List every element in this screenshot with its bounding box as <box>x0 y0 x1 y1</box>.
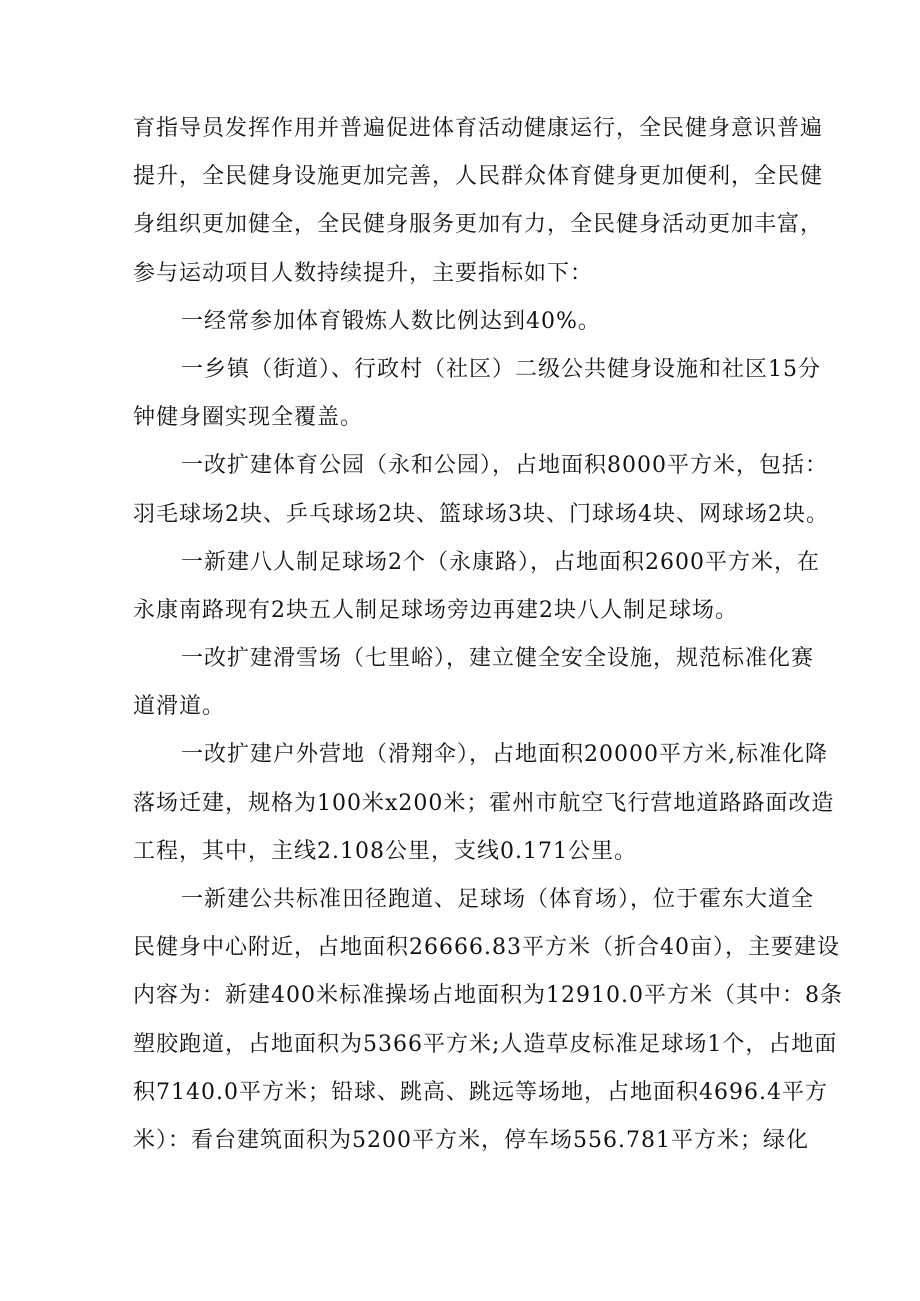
text-line: 积7140.0平方米；铅球、跳高、跳远等场地，占地面积4696.4平方 <box>133 1079 828 1105</box>
paragraph <box>133 735 835 880</box>
text-line: 一新建八人制足球场2个（永康路），占地面积2600平方米，在 <box>181 549 820 575</box>
paragraph <box>133 880 843 1169</box>
text-line: 一改扩建体育公园（永和公园），占地面积8000平方米，包括： <box>181 453 828 479</box>
text-line: 塑胶跑道，占地面积为5366平方米;人造草皮标准足球场1个，占地面 <box>133 1031 838 1057</box>
text-line: 一改扩建户外营地（滑翔伞），占地面积20000平方米,标准化降 <box>181 742 828 768</box>
text-line: 一改扩建滑雪场（七里峪），建立健全安全设施，规范标准化赛 <box>181 646 815 672</box>
text-line: 提升，全民健身设施更加完善，人民群众体育健身更加便利，全民健 <box>133 164 824 190</box>
text-line: 身组织更加健全，全民健身服务更加有力，全民健身活动更加丰富， <box>133 212 824 238</box>
text-line: 育指导员发挥作用并普遍促进体育活动健康运行，全民健身意识普遍 <box>133 116 824 141</box>
text-line: 一经常参加体育锻炼人数比例达到40%。 <box>181 308 601 334</box>
text-line: 钟健身圈实现全覆盖。 <box>133 405 364 431</box>
text-line: 道滑道。 <box>133 694 226 720</box>
text-line: 一乡镇（街道）、行政村（社区）二级公共健身设施和社区15分 <box>181 356 821 382</box>
text-line: 米）：看台建筑面积为5200平方米，停车场556.781平方米；绿化 <box>133 1127 809 1153</box>
text-line: 民健身中心附近，占地面积26666.83平方米（折合40亩），主要建设 <box>133 935 840 961</box>
text-line: 参与运动项目人数持续提升，主要指标如下： <box>133 260 594 286</box>
text-line: 永康南路现有2块五人制足球场旁边再建2块八人制足球场。 <box>133 597 738 623</box>
text-line: 一新建公共标准田径跑道、足球场（体育场），位于霍东大道全 <box>181 887 815 912</box>
document-page <box>133 109 843 1169</box>
paragraph <box>133 109 824 302</box>
text-line: 落场迁建，规格为100米x200米；霍州市航空飞行营地道路路面改造 <box>133 790 835 816</box>
paragraph <box>133 639 815 735</box>
paragraph <box>133 543 820 639</box>
text-line: 工程，其中，主线2.108公里，支线0.171公里。 <box>133 838 637 864</box>
paragraph <box>133 446 829 542</box>
text-line: 羽毛球场2块、乒乓球场2块、篮球场3块、门球场4块、网球场2块。 <box>133 501 829 527</box>
paragraph <box>133 302 795 350</box>
text-line: 内容为：新建400米标准操场占地面积为12910.0平方米（其中：8条 <box>133 983 843 1009</box>
paragraph <box>133 350 821 446</box>
